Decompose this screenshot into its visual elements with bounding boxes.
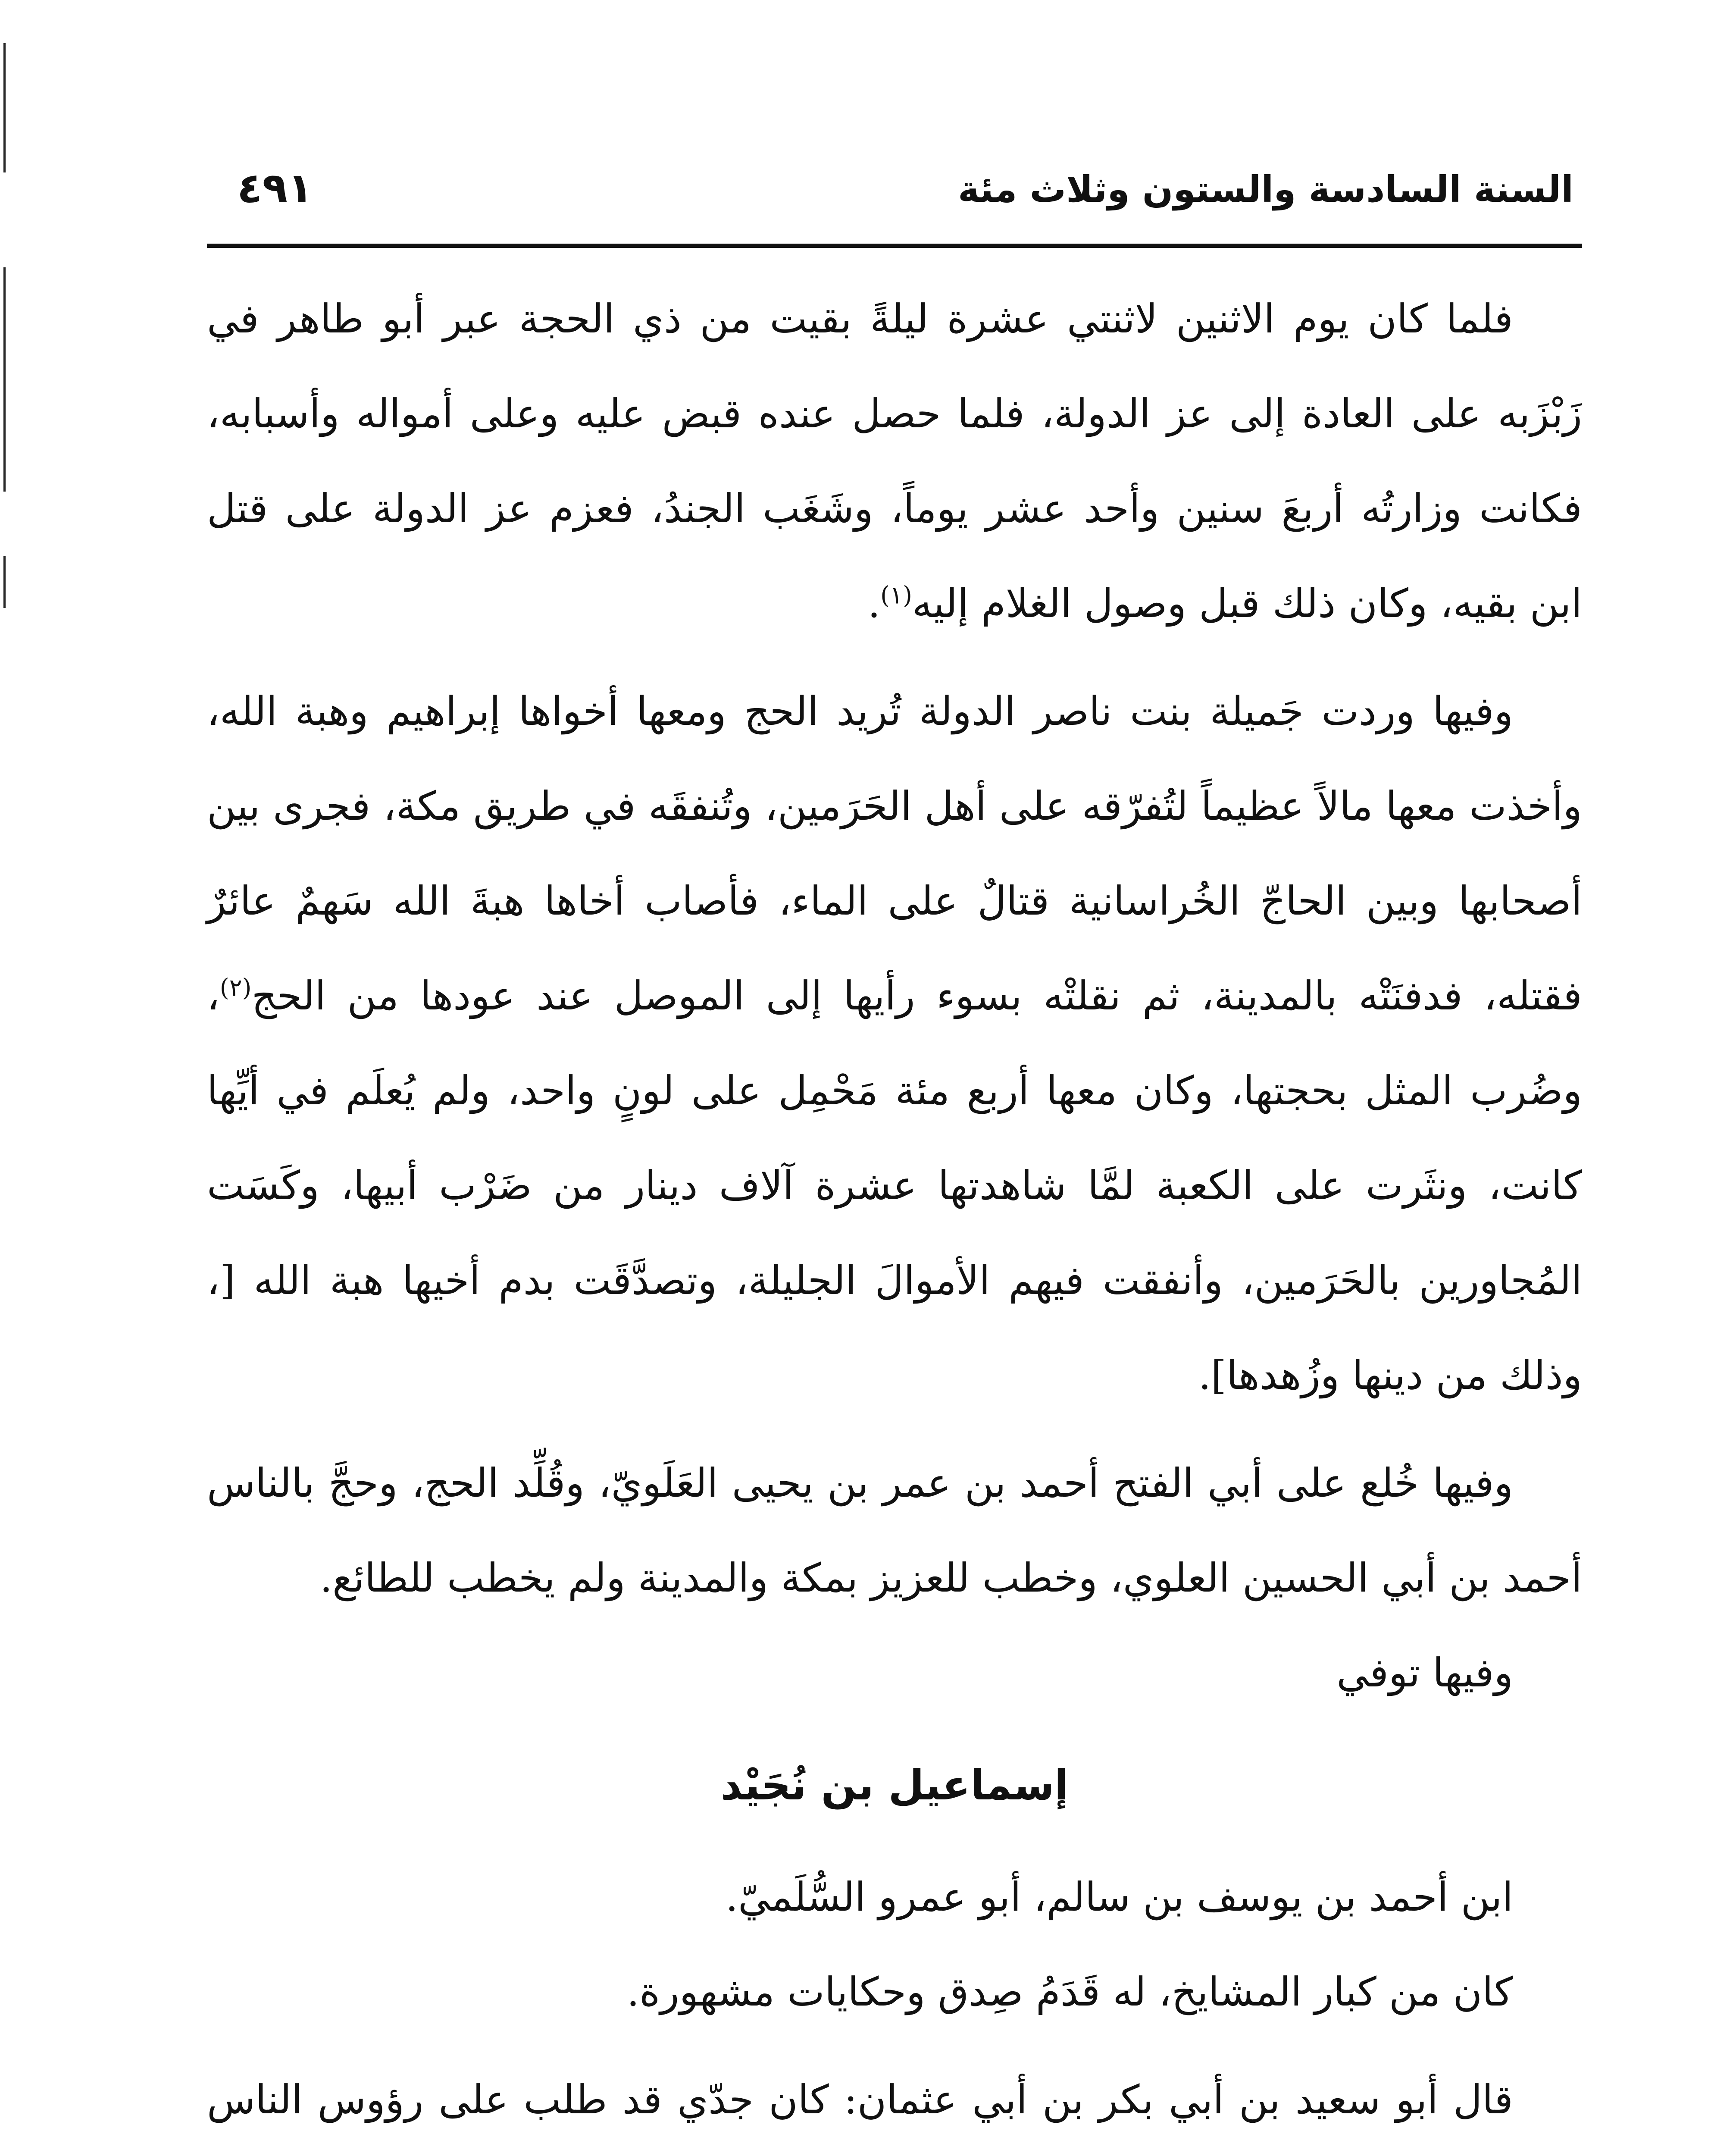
paragraph: قال أبو سعيد بن أبي بكر بن أبي عثمان: كان جدّي قد طلب على رؤوس الناس bbox=[207, 2077, 1513, 2123]
running-title: السنة السادسة والستون وثلاث مئة bbox=[958, 168, 1573, 210]
paragraph bbox=[207, 272, 1582, 651]
footnote-ref: (١) bbox=[880, 581, 912, 610]
main-text bbox=[207, 272, 1582, 2156]
header-rule bbox=[207, 244, 1582, 248]
footnote-ref: (٢) bbox=[219, 974, 252, 1002]
paragraph-end: . bbox=[867, 580, 881, 627]
paragraph-text: ، وضُرب المثل بحجتها، وكان معها أربع مئة مَحْمِل على لونٍ واحد، ولم يُعلَم في أيِّها كانت، ونثَرت على الكعبة لمَّا شاهدتها عشرة آلاف دينار من ضَرْب أبيها، وكَسَت المُجاورين بالحَرَمين، وأنفقت فيهم الأموالَ الجليلة، وتصدَّقَت بدم أخيها هبة الله [، وذلك من دينها وزُهدها]. bbox=[207, 973, 1582, 1398]
paragraph: ابن أحمد بن يوسف بن سالم، أبو عمرو السُّلَميّ. bbox=[725, 1874, 1513, 1920]
page-header bbox=[211, 160, 1573, 229]
scan-edge-mark bbox=[3, 43, 6, 172]
scan-edge-mark bbox=[3, 556, 6, 608]
paragraph: وفيها خُلع على أبي الفتح أحمد بن عمر بن يحيى العَلَويّ، وقُلِّد الحج، وحجَّ بالناس أحمد بن أبي الحسين العلوي، وخطب للعزيز بمكة والمدينة ولم يخطب للطائع. bbox=[207, 1460, 1582, 1601]
paragraph-text: وفيها وردت جَميلة بنت ناصر الدولة تُريد الحج ومعها أخواها إبراهيم وهبة الله، وأخذت معها مالاً عظيماً لتُفرّقه على أهل الحَرَمين، وتُنفقَه في طريق مكة، فجرى بين أصحابها وبين الحاجّ الخُراسانية قتالٌ على الماء، فأصاب أخاها هبةَ الله سَهمٌ عائرٌ فقتله، فدفنَتْه بالمدينة، ثم نقلتْه بسوء رأيها إلى الموصل عند عودها من الحج bbox=[207, 688, 1582, 1019]
page-number: ٤٩١ bbox=[237, 164, 313, 212]
paragraph: وفيها توفي bbox=[1336, 1650, 1513, 1696]
section-heading: إسماعيل بن نُجَيْد bbox=[720, 1761, 1069, 1809]
paragraph: كان من كبار المشايخ، له قَدَمُ صِدق وحكايات مشهورة. bbox=[626, 1969, 1513, 2015]
paragraph-text: فلما كان يوم الاثنين لاثنتي عشرة ليلةً بقيت من ذي الحجة عبر أبو طاهر في زَبْزَبه على العادة إلى عز الدولة، فلما حصل عنده قبض عليه وعلى أمواله وأسبابه، فكانت وزارتُه أربعَ سنين وأحد عشر يوماً، وشَغَب الجندُ، فعزم عز الدولة على قتل ابن بقيه، وكان ذلك قبل وصول الغلام إليه bbox=[207, 296, 1582, 627]
paragraph bbox=[207, 664, 1582, 1423]
scan-edge-mark bbox=[3, 267, 6, 492]
